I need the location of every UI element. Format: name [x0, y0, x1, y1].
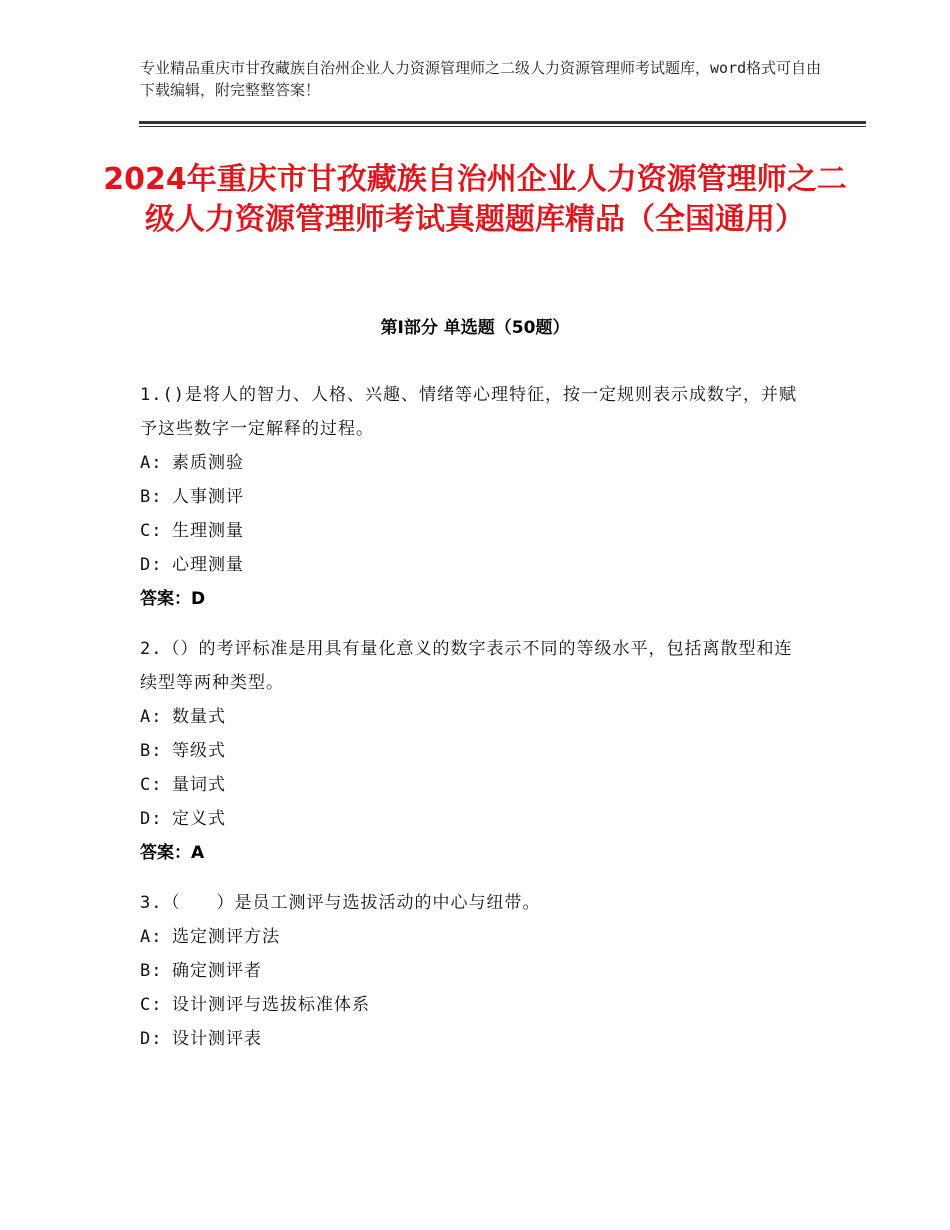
option-d	[140, 802, 800, 836]
option-text: 人事测评	[172, 487, 244, 507]
answer-label: 答案：	[140, 843, 191, 863]
option-key: C:	[140, 995, 163, 1015]
option-key: D:	[140, 809, 163, 829]
option-b	[140, 734, 800, 768]
option-key: B:	[140, 961, 163, 981]
header-rule-thin	[139, 126, 866, 127]
option-c	[140, 988, 800, 1022]
option-key: A:	[140, 453, 163, 473]
question-list	[140, 378, 800, 1072]
header-note: 专业精品重庆市甘孜藏族自治州企业人力资源管理师之二级人力资源管理师考试题库，word格式可自由下载编辑，附完整整答案！	[140, 59, 822, 99]
question-3	[140, 886, 800, 1056]
option-d	[140, 548, 800, 582]
option-b	[140, 480, 800, 514]
question-stem: 3.（ ）是员工测评与选拔活动的中心与纽带。	[140, 893, 541, 913]
option-key: C:	[140, 775, 163, 795]
option-b	[140, 954, 800, 988]
option-text: 素质测验	[172, 453, 244, 473]
option-key: D:	[140, 1029, 163, 1049]
option-a	[140, 920, 800, 954]
option-key: B:	[140, 741, 163, 761]
document-title: 2024年重庆市甘孜藏族自治州企业人力资源管理师之二级人力资源管理师考试真题题库精品（全国通用）	[103, 162, 847, 237]
option-text: 等级式	[172, 741, 226, 761]
question-stem: 2.（）的考评标准是用具有量化意义的数字表示不同的等级水平，包括离散型和连续型等两种类型。	[140, 639, 793, 693]
option-text: 数量式	[172, 707, 226, 727]
header-rule-thick	[139, 121, 866, 124]
option-text: 生理测量	[172, 521, 244, 541]
answer-value: D	[191, 589, 206, 609]
question-2	[140, 632, 800, 870]
option-key: C:	[140, 521, 163, 541]
answer-line	[140, 582, 800, 616]
option-text: 心理测量	[172, 555, 244, 575]
option-text: 量词式	[172, 775, 226, 795]
option-key: A:	[140, 927, 163, 947]
option-c	[140, 514, 800, 548]
section-title: 第Ⅰ部分 单选题（50题）	[380, 318, 570, 338]
option-a	[140, 446, 800, 480]
option-text: 确定测评者	[172, 961, 262, 981]
option-text: 设计测评表	[172, 1029, 262, 1049]
option-d	[140, 1022, 800, 1056]
option-key: D:	[140, 555, 163, 575]
answer-line	[140, 836, 800, 870]
answer-label: 答案：	[140, 589, 191, 609]
question-1	[140, 378, 800, 616]
option-text: 定义式	[172, 809, 226, 829]
option-text: 选定测评方法	[172, 927, 280, 947]
answer-value: A	[191, 843, 205, 863]
option-a	[140, 700, 800, 734]
option-key: A:	[140, 707, 163, 727]
option-key: B:	[140, 487, 163, 507]
option-c	[140, 768, 800, 802]
question-stem: 1.()是将人的智力、人格、兴趣、情绪等心理特征，按一定规则表示成数字，并赋予这些数字一定解释的过程。	[140, 385, 797, 439]
option-text: 设计测评与选拔标准体系	[172, 995, 370, 1015]
